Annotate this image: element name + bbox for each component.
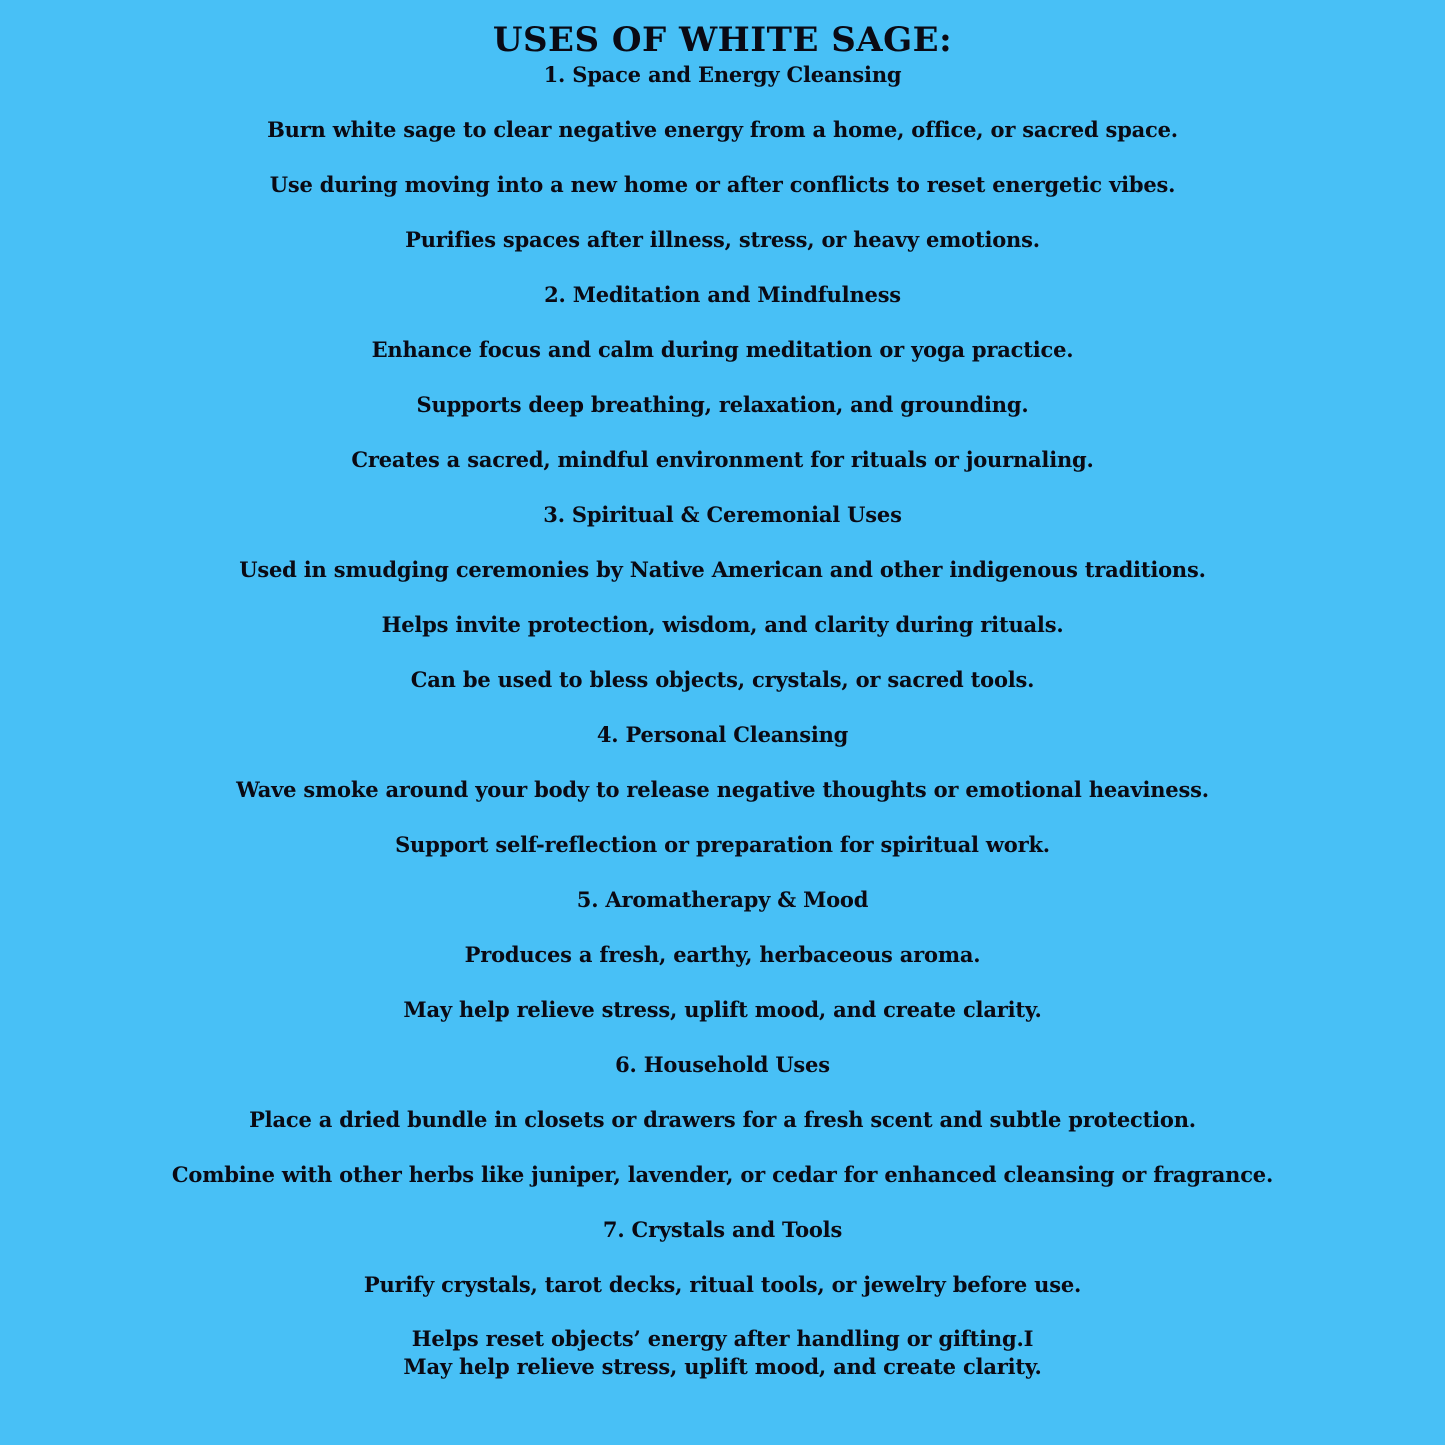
list-item: Enhance focus and calm during meditation or yoga practice. bbox=[371, 337, 1074, 362]
list-item-line: Helps reset objects’ energy after handling or gifting.I bbox=[411, 1326, 1034, 1351]
list-item: Burn white sage to clear negative energy from a home, office, or sacred space. bbox=[267, 117, 1178, 142]
section-heading-spiritual-ceremonial: 3. Spiritual & Ceremonial Uses bbox=[543, 502, 902, 527]
section-heading-personal-cleansing: 4. Personal Cleansing bbox=[596, 722, 849, 747]
list-item: Support self-reflection or preparation for spiritual work. bbox=[395, 832, 1050, 857]
list-item: May help relieve stress, uplift mood, and create clarity. bbox=[403, 997, 1042, 1022]
list-item: Can be used to bless objects, crystals, or sacred tools. bbox=[410, 667, 1035, 692]
list-item-final bbox=[0, 1325, 1445, 1385]
list-item: Produces a fresh, earthy, herbaceous aroma. bbox=[464, 942, 981, 967]
list-item: Creates a sacred, mindful environment for rituals or journaling. bbox=[351, 447, 1094, 472]
list-item: Combine with other herbs like juniper, lavender, or cedar for enhanced cleansing or fragrance. bbox=[171, 1162, 1274, 1187]
list-item: Used in smudging ceremonies by Native American and other indigenous traditions. bbox=[239, 557, 1206, 582]
list-item: Purify crystals, tarot decks, ritual tools, or jewelry before use. bbox=[363, 1272, 1082, 1297]
section-heading-household: 6. Household Uses bbox=[615, 1052, 830, 1077]
list-item: Wave smoke around your body to release negative thoughts or emotional heaviness. bbox=[236, 777, 1209, 802]
list-item: Supports deep breathing, relaxation, and grounding. bbox=[416, 392, 1029, 417]
list-item: Purifies spaces after illness, stress, or heavy emotions. bbox=[405, 227, 1040, 252]
section-heading-aromatherapy: 5. Aromatherapy & Mood bbox=[576, 887, 869, 912]
list-item-line: May help relieve stress, uplift mood, and create clarity. bbox=[403, 1354, 1042, 1379]
uses-list bbox=[0, 60, 1445, 1385]
section-heading-space-cleansing: 1. Space and Energy Cleansing bbox=[543, 62, 902, 87]
list-item: Place a dried bundle in closets or drawers for a fresh scent and subtle protection. bbox=[249, 1107, 1196, 1132]
page-title: USES OF WHITE SAGE: bbox=[492, 20, 953, 60]
section-heading-crystals-tools: 7. Crystals and Tools bbox=[602, 1217, 843, 1242]
list-item: Helps invite protection, wisdom, and clarity during rituals. bbox=[381, 612, 1064, 637]
list-item: Use during moving into a new home or after conflicts to reset energetic vibes. bbox=[269, 172, 1176, 197]
section-heading-meditation: 2. Meditation and Mindfulness bbox=[544, 282, 901, 307]
